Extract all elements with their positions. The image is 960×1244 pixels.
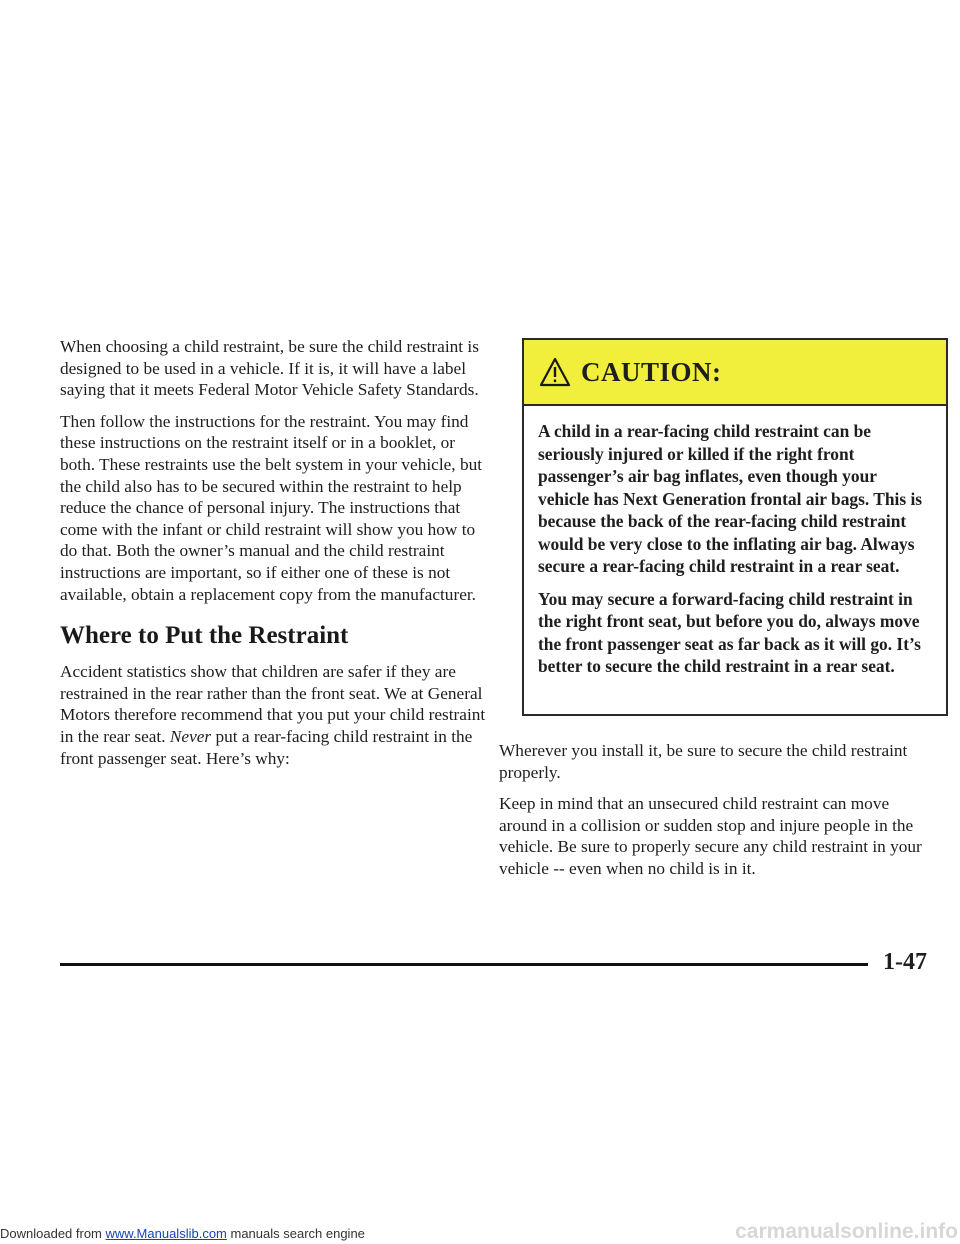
emphasis-never: Never [169,726,212,746]
paragraph-follow-instructions: Then follow the instructions for the restraint. You may find these instructions on the restraint itself or in a booklet, or both. These restraints use the belt system in your vehicle, but the child also has to be secured within the restraint to help reduce the chance of personal injury. The instructions that come with the infant or child restraint will show you how to do that. Both the owner’s manual and the child restraint instructions are important, so if either one of these is not available, obtain a replacement copy from the manufacturer. [60,411,483,604]
paragraph-unsecured-restraint: Keep in mind that an unsecured child restraint can move around in a collision or sudden stop and injure people in the vehicle. Be sure to properly secure any child restraint in your vehicle -- even when no child is in it. [499,794,922,878]
left-column [60,336,494,779]
caution-title: CAUTION: [581,356,722,387]
download-footer [0,1226,365,1242]
caution-header [524,340,946,406]
paragraph-accident-statistics [60,661,494,769]
right-column [499,740,941,890]
footer-prefix: Downloaded from [0,1226,106,1241]
paragraph-choosing-restraint: When choosing a child restraint, be sure the child restraint is designed to be used in a vehicle. If it is, it will have a label saying that it meets Federal Motor Vehicle Safety Standards. [60,337,479,400]
footer-suffix: manuals search engine [226,1226,365,1241]
page-number: 1-47 [883,949,927,975]
footer-rule [60,963,868,966]
watermark: carmanualsonline.info [735,1220,958,1243]
paragraph-install-properly: Wherever you install it, be sure to secure the child restraint properly. [499,741,908,782]
paragraph-text-start: Accident statistics show that children are safer if they are restrained in the rear rather than the front seat. We at General Motors therefore recommend that you put your child restraint in the rear seat. [60,662,486,746]
caution-box [522,338,948,716]
caution-body [524,406,946,678]
caution-text-forward-facing: You may secure a forward-facing child restraint in the right front seat, but before you do, always move the front passenger seat as far back as it will go. It’s better to secure the child restraint in a rear seat. [538,588,921,676]
paragraph-text-end: put a rear-facing child restraint in the front passenger seat. Here’s why: [60,726,473,768]
caution-text-rear-facing: A child in a rear-facing child restraint can be seriously injured or killed if the right front passenger’s air bag inflates, even though your vehicle has Next Generation frontal air bags. This is because the back of the rear-facing child restraint would be very close to the inflating air bag. Always secure a rear-facing child restraint in a rear seat. [538,421,923,576]
warning-triangle-icon [539,357,571,387]
section-heading: Where to Put the Restraint [60,622,349,650]
manualslib-link[interactable]: www.Manualslib.com [105,1226,227,1241]
